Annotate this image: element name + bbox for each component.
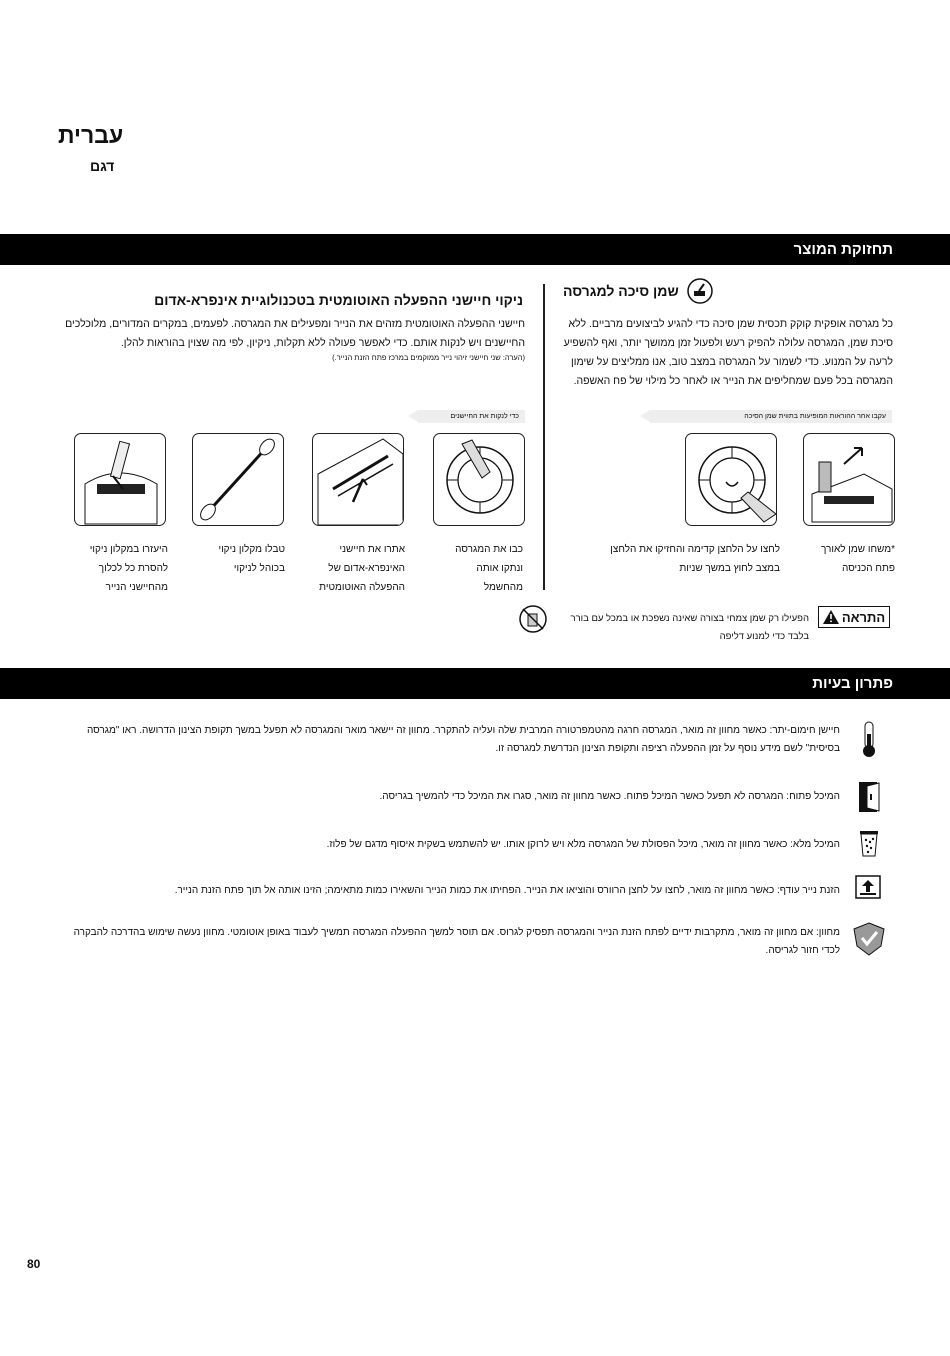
thermometer-icon bbox=[855, 720, 883, 758]
section-bar-maintenance bbox=[0, 234, 950, 265]
paper-jam-icon bbox=[854, 872, 882, 902]
language-title: עברית bbox=[58, 122, 124, 148]
sensor-title: ניקוי חיישני ההפעלה האוטומטית בטכנולוגיית אינפרא-אדום bbox=[154, 292, 523, 308]
sensor-note: (הערה: שני חיישני זיהוי נייר ממוקמים במרכז פתח הזנת הנייר.) bbox=[332, 353, 525, 362]
no-aerosol-icon bbox=[518, 604, 548, 634]
sensor-step-2-illustration bbox=[312, 433, 404, 526]
model-label: דגם bbox=[90, 158, 115, 174]
oil-title: שמן סיכה למגרסה bbox=[563, 283, 679, 299]
oil-caption-1: *משחו שמן לאורך פתח הכניסה bbox=[820, 544, 895, 574]
oil-banner: עקבו אחר ההוראות המופיעות בתווית שמן הסיכה bbox=[650, 410, 892, 423]
oil-step-2-illustration bbox=[685, 433, 777, 526]
sensor-step-4-illustration bbox=[74, 433, 166, 526]
sensor-caption-3: טבלו מקלון ניקוי בכוהל לניקוי bbox=[218, 544, 285, 574]
section-title-troubleshooting: פתרון בעיות bbox=[812, 675, 893, 692]
sensor-step-3-illustration bbox=[192, 433, 284, 526]
oil-step-1-illustration bbox=[803, 433, 895, 526]
section-title-maintenance: תחזוקת המוצר bbox=[793, 241, 893, 258]
sensor-banner: כדי לנקות את החיישנים bbox=[418, 410, 525, 423]
page-number: 80 bbox=[27, 1257, 41, 1271]
trouble-row-3: המיכל מלא: כאשר מחוון זה מואר, מיכל הפסולת של המגרסה מלא ויש לרוקן אותו. יש להשתמש בשקית איסוף מדגם של פלוז. bbox=[326, 839, 840, 850]
sensor-caption-1: כבו את המגרסה ונתקו אותה מהחשמל bbox=[455, 544, 523, 593]
sensor-caption-4: היעזרו במקלון ניקוי להסרת כל לכלוך מהחיישני הנייר bbox=[89, 544, 168, 593]
trouble-row-4: הזנת נייר עודף: כאשר מחוון זה מואר, לחצו על לחצן הרוורס והוציאו את הנייר. הפחיתו את כמות הנייר והשאירו כמות מתאימה; הזינו אותה אל תוך פתח הזנת הנייר. bbox=[174, 885, 840, 896]
oil-caption-2: לחצו על הלחצן קדימה והחזיקו את הלחצן במצב לחוץ במשך שניות bbox=[610, 544, 780, 574]
trouble-row-5: מחוון: אם מחוון זה מואר, מתקרבות ידיים לפתח הזנת הנייר והמגרסה תפסיק לגרוס. אם תוסר למשך ההפעלה המגרסה תמשיך לעבוד באופן אוטומטי. מחוון נעשה שימוש בהדרכה להבקרה לכדי חזור לגריסה. bbox=[73, 927, 840, 956]
column-divider bbox=[543, 284, 545, 590]
warning-badge bbox=[818, 606, 890, 628]
full-bin-icon bbox=[858, 828, 880, 858]
trouble-row-1: חיישן חימום-יתר: כאשר מחוון זה מואר, המגרסה חרגה מהטמפרטורה המרבית שלה ועליה להתקרר. מחוון זה יישאר מואר והמגרסה לא תפעל במשך תקופת הצינון הדרושה. ראו "מגרסה בסיסית" לשם מידע נוסף על זמן ההפעלה רציפה ותקופת הצינון הנדרשת למגרסה זו. bbox=[86, 725, 840, 754]
sensor-body: חיישני ההפעלה האוטומטית מזהים את הנייר ומפעילים את המגרסה. לפעמים, במקרים המדורים, מלוכלכים החיישנים ויש לנקות אותם. כדי לאפשר פעולה ללא תקלות, ניקיון, לפי מה שצוין בהוראות להלן. bbox=[65, 318, 525, 349]
warning-text: הפעילו רק שמן צמחי בצורה שאינה נשפכת או במכל עם בורר בלבד כדי למנוע דליפה bbox=[570, 613, 809, 642]
trouble-row-2: המיכל פתוח: המגרסה לא תפעל כאשר המיכל פתוח. כאשר מחוון זה מואר, סגרו את המיכל כדי להמשיך בגריסה. bbox=[379, 791, 840, 802]
oil-body: כל מגרסה אופקית קוקק תכסית שמן סיכה כדי להגיע לביצועים מרביים. ללא סיכת שמן, המגרסה עלולה להפיק רעש ולפעול זמן ממושך יותר, ואף להשפיע לרעה על המנוע. כדי לשמור על המגרסה במצב טוב, אנו ממליצים על שימון המגרסה בכל פעם שמחליפים את הנייר או לאחר כל מילוי של פח האשפה. bbox=[563, 318, 893, 387]
warning-icon bbox=[823, 610, 839, 624]
sensor-step-1-illustration bbox=[433, 433, 525, 526]
safelock-shield-icon bbox=[850, 920, 888, 958]
oil-can-icon bbox=[687, 278, 713, 304]
open-cabinet-icon bbox=[857, 780, 881, 814]
warning-label: התראה bbox=[841, 609, 886, 625]
section-bar-troubleshooting bbox=[0, 668, 950, 699]
oil-section bbox=[563, 278, 893, 304]
sensor-caption-2: אתרו את חיישני האינפרא-אדום של ההפעלה האוטומטית bbox=[319, 544, 405, 593]
